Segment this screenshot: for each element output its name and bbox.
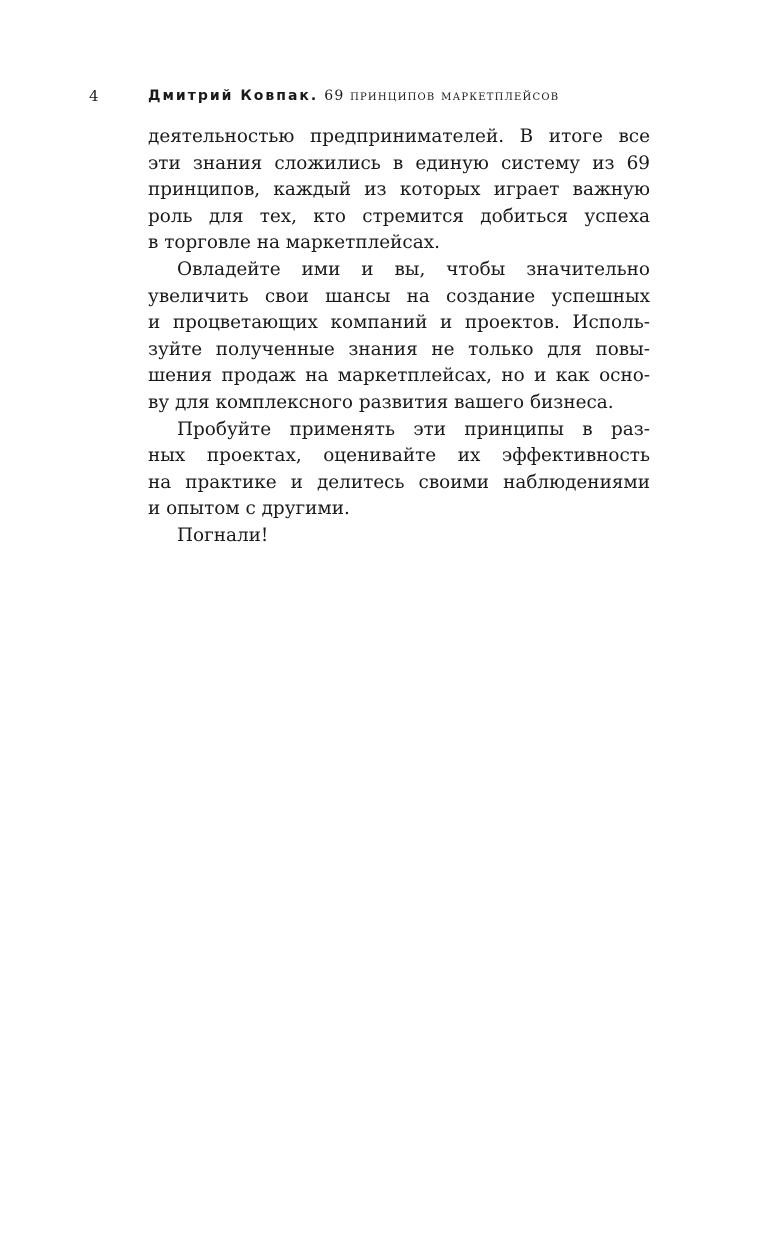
text-line: ву для комплексного развития вашего бизнеса. bbox=[148, 391, 614, 413]
running-head-author: Дмитрий Ковпак. bbox=[148, 88, 319, 104]
text-line: Пробуйте применять эти принципы в раз- bbox=[177, 418, 650, 440]
text-line: Погнали! bbox=[177, 524, 269, 546]
text-line: увеличить свои шансы на создание успешных bbox=[148, 285, 650, 307]
text-line: принципов, каждый из которых играет важную bbox=[148, 179, 650, 201]
text-line: шения продаж на маркетплейсах, но и как осно- bbox=[148, 365, 650, 387]
text-line: и процветающих компаний и проектов. Исполь- bbox=[148, 312, 650, 334]
text-line: ных проектах, оценивайте их эффективность bbox=[148, 445, 650, 467]
body-text bbox=[148, 124, 650, 550]
text-line: эти знания сложились в единую систему из 69 bbox=[148, 152, 650, 174]
running-head-book-title: 69 принципов маркетплейсов bbox=[324, 88, 560, 104]
text-line: Овладейте ими и вы, чтобы значительно bbox=[177, 258, 650, 280]
text-line: и опытом с другими. bbox=[148, 498, 350, 520]
running-head bbox=[148, 86, 559, 106]
text-line: на практике и делитесь своими наблюдениями bbox=[148, 471, 650, 493]
text-line: в торговле на маркетплейсах. bbox=[148, 232, 440, 254]
text-line: роль для тех, кто стремится добиться успеха bbox=[148, 205, 650, 227]
text-line: зуйте полученные знания не только для повы- bbox=[148, 338, 650, 360]
page-header bbox=[0, 86, 768, 110]
page-number: 4 bbox=[89, 87, 99, 105]
text-line: деятельностью предпринимателей. В итоге все bbox=[148, 126, 650, 147]
